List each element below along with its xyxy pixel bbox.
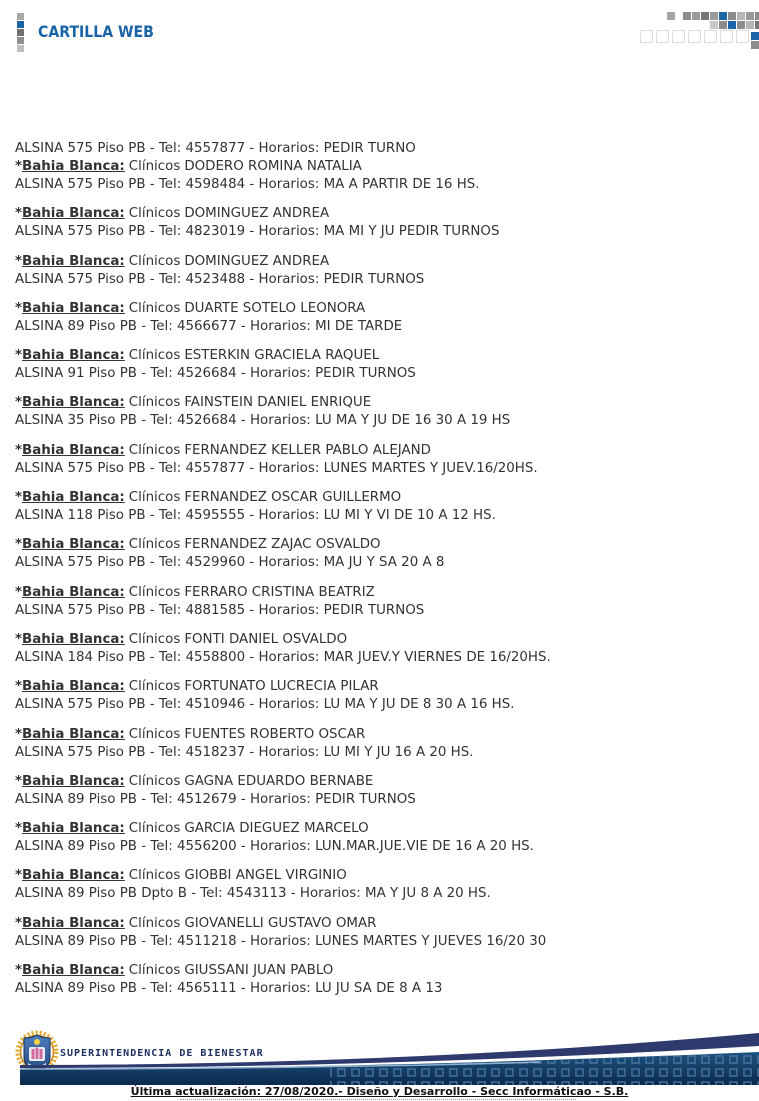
provider-heading — [15, 205, 751, 223]
provider-heading — [15, 300, 751, 318]
provider-details: ALSINA 89 Piso PB - Tel: 4566677 - Horarios: MI DE TARDE — [15, 318, 403, 334]
city-label: Bahia Blanca: — [22, 253, 125, 269]
logo-square — [17, 45, 24, 52]
provider-name: GIOVANELLI GUSTAVO OMAR — [184, 915, 377, 931]
last-updated-text: Última actualización: 27/08/2020.- Diseño y Desarrollo - Secc Informáticao - S.B. — [130, 1085, 629, 1098]
pixel-square — [737, 12, 745, 20]
pixel-square — [728, 21, 736, 29]
entry-star: * — [15, 490, 23, 506]
provider-name: GARCIA DIEGUEZ MARCELO — [184, 821, 369, 837]
outline-square — [672, 30, 685, 43]
organization-name: SUPERINTENDENCIA DE BIENESTAR — [60, 1048, 264, 1059]
city-label: Bahia Blanca: — [22, 348, 125, 364]
provider-details: ALSINA 575 Piso PB - Tel: 4523488 - Horarios: PEDIR TURNOS — [15, 271, 425, 287]
footer-dotted-rule — [180, 1099, 576, 1100]
provider-heading — [15, 394, 751, 412]
provider-heading — [15, 820, 751, 838]
list-intro-line: ALSINA 575 Piso PB - Tel: 4557877 - Horarios: PEDIR TURNO — [15, 141, 416, 156]
provider-heading — [15, 773, 751, 791]
provider-details: ALSINA 184 Piso PB - Tel: 4558800 - Horarios: MAR JUEV.Y VIERNES DE 16/20HS. — [15, 649, 551, 665]
provider-entry — [15, 962, 751, 998]
entry-star: * — [15, 868, 23, 884]
entry-star: * — [15, 584, 23, 600]
entry-star: * — [15, 348, 23, 364]
provider-name: ESTERKIN GRACIELA RAQUEL — [184, 348, 380, 364]
entry-star: * — [15, 631, 23, 647]
specialty-label: Clínicos — [128, 348, 181, 364]
provider-name: GIUSSANI JUAN PABLO — [184, 963, 334, 979]
provider-entry — [15, 253, 751, 289]
header-mosaic-decoration — [639, 8, 759, 50]
provider-list — [15, 140, 751, 1009]
provider-entry — [15, 726, 751, 762]
outline-square — [720, 30, 733, 43]
city-label: Bahia Blanca: — [22, 537, 125, 553]
provider-name: DODERO ROMINA NATALIA — [184, 159, 362, 174]
pixel-square — [755, 12, 759, 20]
provider-details: ALSINA 91 Piso PB - Tel: 4526684 - Horarios: PEDIR TURNOS — [15, 366, 416, 382]
specialty-label: Clínicos — [128, 631, 181, 647]
page-header — [0, 0, 759, 62]
provider-details: ALSINA 89 Piso PB - Tel: 4556200 - Horarios: LUN.MAR.JUE.VIE DE 16 A 20 HS. — [15, 839, 534, 855]
provider-details: ALSINA 575 Piso PB - Tel: 4881585 - Horarios: PEDIR TURNOS — [15, 602, 425, 618]
city-label: Bahia Blanca: — [22, 442, 125, 458]
pixel-square — [701, 12, 709, 20]
provider-heading — [15, 867, 751, 885]
provider-details: ALSINA 118 Piso PB - Tel: 4595555 - Horarios: LU MI Y VI DE 10 A 12 HS. — [15, 508, 496, 524]
city-label: Bahia Blanca: — [22, 963, 125, 979]
provider-details: ALSINA 89 Piso PB - Tel: 4565111 - Horarios: LU JU SA DE 8 A 13 — [15, 981, 443, 997]
specialty-label: Clínicos — [128, 679, 181, 695]
pixel-square — [728, 12, 736, 20]
provider-entry — [15, 489, 751, 525]
specialty-label: Clínicos — [128, 584, 181, 600]
city-label: Bahia Blanca: — [22, 631, 125, 647]
provider-heading — [15, 678, 751, 696]
pixel-square — [751, 41, 759, 49]
city-label: Bahia Blanca: — [22, 679, 125, 695]
outline-square — [736, 30, 749, 43]
pixel-square — [710, 12, 718, 20]
provider-entry — [15, 347, 751, 383]
provider-details: ALSINA 575 Piso PB - Tel: 4598484 - Horarios: MA A PARTIR DE 16 HS. — [15, 177, 480, 192]
entry-star: * — [15, 206, 23, 222]
specialty-label: Clínicos — [128, 915, 181, 931]
provider-entry — [15, 678, 751, 714]
provider-entry — [15, 584, 751, 620]
entry-star: * — [15, 821, 23, 837]
provider-details: ALSINA 575 Piso PB - Tel: 4557877 - Horarios: LUNES MARTES Y JUEV.16/20HS. — [15, 460, 538, 476]
provider-heading — [15, 631, 751, 649]
provider-heading — [15, 536, 751, 554]
provider-entry — [15, 442, 751, 478]
city-label: Bahia Blanca: — [22, 726, 125, 742]
specialty-label: Clínicos — [128, 442, 181, 458]
provider-name: DOMINGUEZ ANDREA — [184, 253, 330, 269]
provider-name: FERNANDEZ KELLER PABLO ALEJAND — [184, 442, 431, 458]
provider-name: GIOBBI ANGEL VIRGINIO — [184, 868, 347, 884]
provider-name: FERNANDEZ ZAJAC OSVALDO — [184, 537, 381, 553]
pixel-square — [737, 21, 745, 29]
specialty-label: Clínicos — [128, 395, 181, 411]
provider-details: ALSINA 575 Piso PB - Tel: 4518237 - Horarios: LU MI Y JU 16 A 20 HS. — [15, 744, 474, 760]
specialty-label: Clínicos — [128, 963, 181, 979]
entry-star: * — [15, 773, 23, 789]
specialty-label: Clínicos — [128, 821, 181, 837]
provider-details: ALSINA 89 Piso PB - Tel: 4511218 - Horarios: LUNES MARTES Y JUEVES 16/20 30 — [15, 933, 547, 949]
specialty-label: Clínicos — [128, 300, 181, 316]
specialty-label: Clínicos — [128, 490, 181, 506]
provider-heading — [15, 962, 751, 980]
provider-name: FORTUNATO LUCRECIA PILAR — [184, 679, 379, 695]
city-label: Bahia Blanca: — [22, 395, 125, 411]
pixel-square — [683, 12, 691, 20]
provider-details: ALSINA 575 Piso PB - Tel: 4510946 - Horarios: LU MA Y JU DE 8 30 A 16 HS. — [15, 697, 515, 713]
provider-entry — [15, 631, 751, 667]
provider-details: ALSINA 35 Piso PB - Tel: 4526684 - Horarios: LU MA Y JU DE 16 30 A 19 HS — [15, 413, 511, 429]
provider-heading — [15, 253, 751, 271]
pixel-square — [746, 21, 754, 29]
outline-square — [640, 30, 653, 43]
page-title: CARTILLA WEB — [38, 22, 154, 41]
provider-heading — [15, 726, 751, 744]
city-label: Bahia Blanca: — [22, 773, 125, 789]
footer-swoosh-decoration — [0, 1028, 759, 1086]
provider-name: GAGNA EDUARDO BERNABE — [184, 773, 374, 789]
provider-name: FAINSTEIN DANIEL ENRIQUE — [184, 395, 372, 411]
specialty-label: Clínicos — [128, 253, 181, 269]
city-label: Bahia Blanca: — [22, 159, 125, 174]
provider-details: ALSINA 89 Piso PB Dpto B - Tel: 4543113 - Horarios: MA Y JU 8 A 20 HS. — [15, 886, 491, 902]
specialty-label: Clínicos — [128, 868, 181, 884]
provider-entry — [15, 867, 751, 903]
provider-name: DOMINGUEZ ANDREA — [184, 206, 330, 222]
entry-star: * — [15, 963, 23, 979]
entry-star: * — [15, 300, 23, 316]
provider-details: ALSINA 89 Piso PB - Tel: 4512679 - Horarios: PEDIR TURNOS — [15, 791, 416, 807]
pixel-square — [719, 12, 727, 20]
provider-entry — [15, 773, 751, 809]
provider-details: ALSINA 575 Piso PB - Tel: 4823019 - Horarios: MA MI Y JU PEDIR TURNOS — [15, 224, 500, 240]
logo-square — [17, 13, 24, 20]
provider-entry — [15, 820, 751, 856]
provider-heading — [15, 584, 751, 602]
logo-square — [17, 21, 24, 28]
provider-heading — [15, 347, 751, 365]
entry-star: * — [15, 915, 23, 931]
entry-star: * — [15, 395, 23, 411]
city-label: Bahia Blanca: — [22, 490, 125, 506]
logo-squares-icon — [17, 13, 24, 53]
provider-heading — [15, 442, 751, 460]
provider-name: FERNANDEZ OSCAR GUILLERMO — [184, 490, 402, 506]
provider-name: FONTI DANIEL OSVALDO — [184, 631, 348, 647]
city-label: Bahia Blanca: — [22, 206, 125, 222]
provider-entry — [15, 394, 751, 430]
provider-entry — [15, 300, 751, 336]
specialty-label: Clínicos — [128, 206, 181, 222]
entry-star: * — [15, 442, 23, 458]
pixel-square — [710, 21, 718, 29]
entry-star: * — [15, 537, 23, 553]
entry-star: * — [15, 726, 23, 742]
pixel-square — [755, 21, 759, 29]
outline-square — [688, 30, 701, 43]
provider-entry — [15, 158, 751, 194]
provider-name: FERRARO CRISTINA BEATRIZ — [184, 584, 375, 600]
provider-entry — [15, 205, 751, 241]
specialty-label: Clínicos — [128, 773, 181, 789]
city-label: Bahia Blanca: — [22, 868, 125, 884]
entry-star: * — [15, 253, 23, 269]
logo-square — [17, 29, 24, 36]
city-label: Bahia Blanca: — [22, 915, 125, 931]
city-label: Bahia Blanca: — [22, 584, 125, 600]
provider-heading — [15, 915, 751, 933]
provider-name: FUENTES ROBERTO OSCAR — [184, 726, 366, 742]
city-label: Bahia Blanca: — [22, 300, 125, 316]
provider-heading — [15, 158, 751, 176]
pixel-square — [751, 32, 759, 40]
last-updated-note — [0, 1085, 759, 1098]
provider-name: DUARTE SOTELO LEONORA — [184, 300, 366, 316]
provider-entry — [15, 536, 751, 572]
specialty-label: Clínicos — [128, 537, 181, 553]
provider-entry — [15, 915, 751, 951]
logo-square — [17, 37, 24, 44]
pixel-square — [746, 12, 754, 20]
entry-star: * — [15, 159, 23, 174]
specialty-label: Clínicos — [128, 726, 181, 742]
pixel-square — [719, 21, 727, 29]
pixel-square — [692, 12, 700, 20]
entry-star: * — [15, 679, 23, 695]
city-label: Bahia Blanca: — [22, 821, 125, 837]
provider-details: ALSINA 575 Piso PB - Tel: 4529960 - Horarios: MA JU Y SA 20 A 8 — [15, 555, 445, 571]
outline-square — [704, 30, 717, 43]
outline-square — [656, 30, 669, 43]
pixel-square — [667, 12, 675, 20]
specialty-label: Clínicos — [128, 159, 181, 174]
provider-heading — [15, 489, 751, 507]
